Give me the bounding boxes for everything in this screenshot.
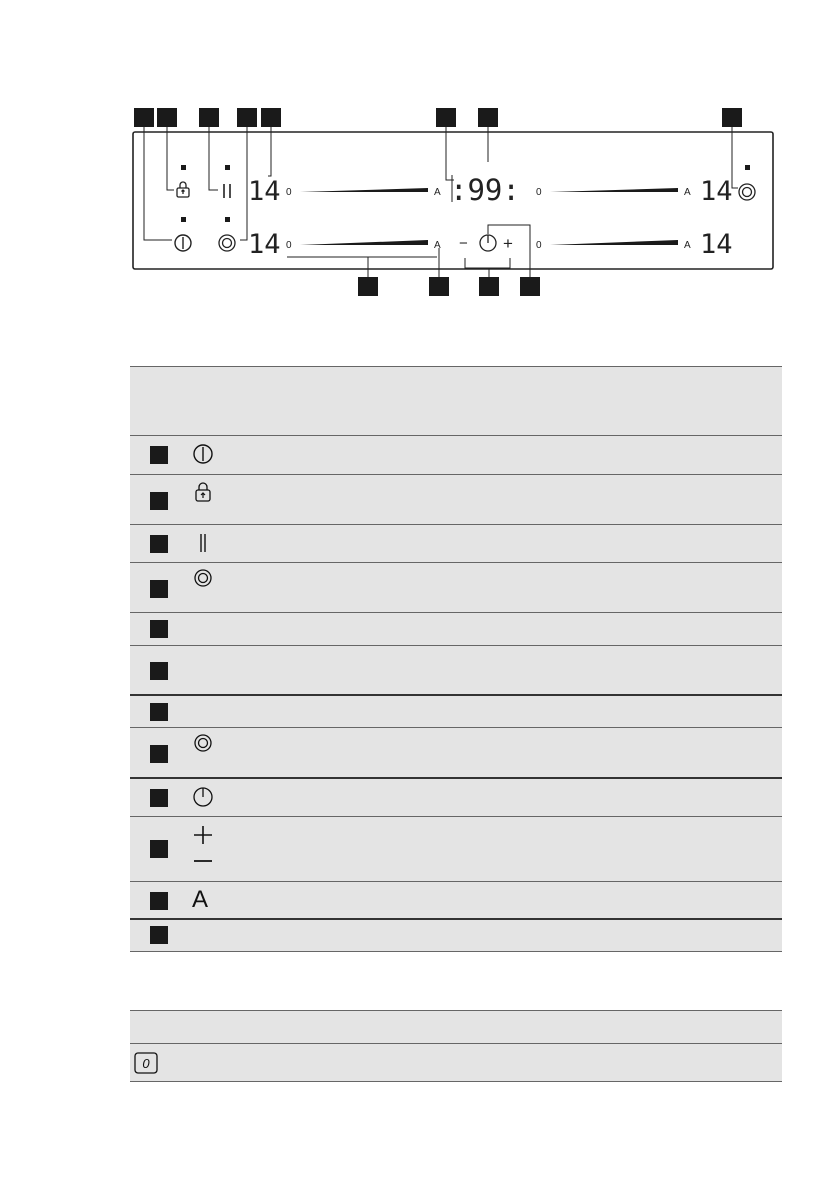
table-row <box>130 525 782 563</box>
row-number-marker <box>150 789 168 807</box>
pause-icon <box>224 184 230 198</box>
dual-zone-icon <box>190 733 216 763</box>
symbol-table <box>130 366 782 952</box>
display-table <box>130 1010 782 1082</box>
callout-top-3 <box>199 108 219 127</box>
pause-icon <box>190 530 216 560</box>
svg-text:A: A <box>684 240 691 251</box>
table-row <box>130 436 782 475</box>
table-row <box>130 882 782 920</box>
dual-zone-icon <box>190 568 216 598</box>
table-row <box>130 728 782 779</box>
control-bar-bottom-right[interactable] <box>550 240 678 245</box>
callout-top-2 <box>157 108 177 127</box>
table-row <box>130 563 782 613</box>
row-number-marker <box>150 446 168 464</box>
callout-top-7 <box>478 108 498 127</box>
display-table-header <box>130 1010 782 1044</box>
svg-text:0: 0 <box>142 1056 150 1071</box>
svg-text:0: 0 <box>536 187 542 198</box>
timer-icon <box>190 784 216 814</box>
control-bar-top-right[interactable] <box>550 188 678 192</box>
table-row <box>130 475 782 525</box>
svg-text:0: 0 <box>286 240 292 251</box>
row-number-marker <box>150 926 168 944</box>
callout-top-1 <box>134 108 154 127</box>
row-number-marker <box>150 580 168 598</box>
plus-minus-icon <box>190 822 216 872</box>
timer-display: :99: <box>450 173 520 207</box>
table-row <box>130 1044 782 1082</box>
zero-display-icon <box>132 1051 160 1075</box>
row-number-marker <box>150 662 168 680</box>
lock-icon <box>190 480 216 510</box>
row-number-marker <box>150 892 168 910</box>
row-number-marker <box>150 745 168 763</box>
svg-text:0: 0 <box>536 240 542 251</box>
row-number-marker <box>150 840 168 858</box>
svg-text:A: A <box>434 187 441 198</box>
callout-bottom-2 <box>429 277 449 296</box>
power-level-display-bottom-left: 14 <box>248 229 281 260</box>
control-bar-bottom-left[interactable] <box>300 240 428 245</box>
svg-text:A: A <box>434 240 441 251</box>
callout-bottom-3 <box>479 277 499 296</box>
letter-a-icon: A <box>192 886 209 913</box>
row-number-marker <box>150 620 168 638</box>
callout-top-6 <box>436 108 456 127</box>
table-row <box>130 779 782 817</box>
power-level-display-bottom-right: 14 <box>700 229 733 260</box>
row-number-marker <box>150 492 168 510</box>
power-level-display-top-right: 14 <box>700 176 733 207</box>
table-row <box>130 646 782 696</box>
callout-top-5 <box>261 108 281 127</box>
timer-minus-button[interactable]: − <box>459 235 468 252</box>
row-number-marker <box>150 703 168 721</box>
svg-text:A: A <box>684 187 691 198</box>
callout-bottom-1 <box>358 277 378 296</box>
dual-zone-icon-left <box>219 235 235 251</box>
callouts-top <box>134 108 742 127</box>
symbol-table-header <box>130 366 782 436</box>
control-bar-top-left[interactable] <box>300 188 428 192</box>
table-row <box>130 817 782 882</box>
power-icon <box>175 235 191 251</box>
callout-top-8 <box>722 108 742 127</box>
timer-icon[interactable] <box>480 235 496 251</box>
table-row <box>130 696 782 728</box>
callout-top-4 <box>237 108 257 127</box>
leader-lines <box>144 127 738 277</box>
row-number-marker <box>150 535 168 553</box>
callouts-bottom <box>358 277 540 296</box>
control-panel-diagram <box>0 0 839 360</box>
svg-text:0: 0 <box>286 187 292 198</box>
timer-plus-button[interactable]: + <box>503 234 513 253</box>
callout-bottom-4 <box>520 277 540 296</box>
power-icon <box>190 441 216 471</box>
table-row <box>130 613 782 646</box>
lock-icon <box>177 182 189 197</box>
table-row <box>130 920 782 952</box>
power-level-display-top-left: 14 <box>248 176 281 207</box>
dual-zone-icon-right <box>739 184 755 200</box>
